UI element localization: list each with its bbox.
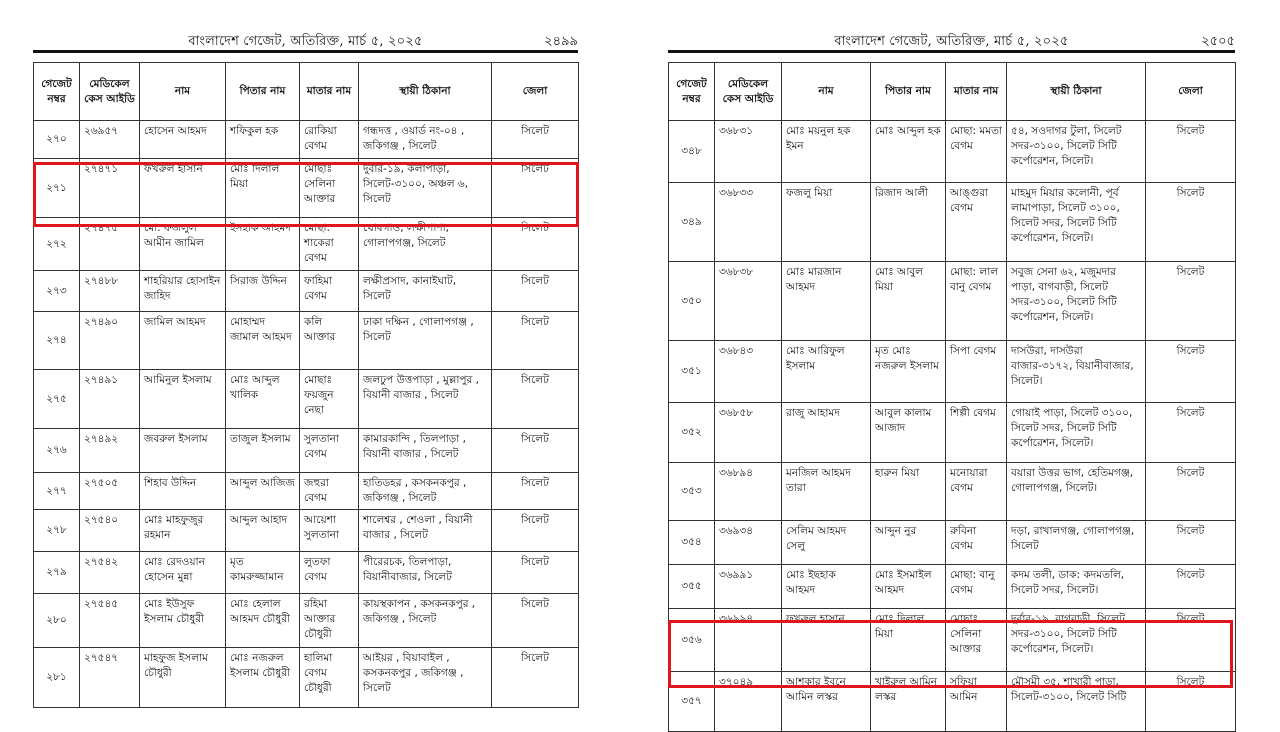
cell-district: সিলেট: [492, 159, 579, 218]
gazette-table: [33, 62, 579, 708]
cell-gazette-number: ৩৫৪: [669, 521, 715, 565]
cell-mother-name: মোছাঃ সেলিনা আক্তার: [946, 609, 1007, 672]
cell-gazette-number: ২৭৮: [34, 510, 80, 552]
header-rule: [33, 50, 578, 53]
gazette-page-left: [33, 0, 578, 708]
page-number: ২৫০৫: [1201, 34, 1235, 49]
col-header-gazette: গেজেট নম্বর: [34, 63, 80, 121]
col-header-name: নাম: [782, 63, 871, 121]
cell-name: শিহাব উদ্দিন: [140, 473, 226, 510]
cell-father-name: মোঃ আবুল মিয়া: [871, 262, 946, 341]
cell-gazette-number: ৩৫৬: [669, 609, 715, 672]
cell-mother-name: মোছা: শাকেরা বেগম: [300, 218, 359, 271]
cell-district: সিলেট: [492, 312, 579, 370]
col-header-father: পিতার নাম: [226, 63, 300, 121]
cell-father-name: মৃত মোঃ নজরুল ইসলাম: [871, 341, 946, 403]
cell-case-id: ২৭৫৪৭: [80, 648, 140, 708]
cell-name: মনজিল আহমদ তারা: [782, 463, 871, 521]
cell-gazette-number: ৩৫২: [669, 403, 715, 463]
cell-name: ফজলু মিয়া: [782, 183, 871, 262]
cell-district: সিলেট: [492, 429, 579, 473]
cell-district: সিলেট: [1146, 262, 1236, 341]
cell-case-id: ৩৬৯৯১: [715, 565, 782, 609]
cell-mother-name: আঙ্গুরা বেগম: [946, 183, 1007, 262]
cell-father-name: মোঃ দিলাল মিয়া: [226, 159, 300, 218]
cell-gazette-number: ২৭৭: [34, 473, 80, 510]
cell-address: কায়স্থকাপন , কসকনকপুর , জকিগঞ্জ , সিলেট: [359, 594, 492, 648]
cell-father-name: আব্দুল আহাদ: [226, 510, 300, 552]
cell-father-name: সিরাজ উদ্দিন: [226, 271, 300, 312]
cell-father-name: মোঃ আব্দুল খালিক: [226, 370, 300, 429]
cell-father-name: রিজাদ আলী: [871, 183, 946, 262]
cell-address: ঘোষগাও, লক্ষীপাশা, গোলাপগঞ্জ, সিলেট: [359, 218, 492, 271]
cell-gazette-number: ২৭১: [34, 159, 80, 218]
cell-district: সিলেট: [492, 370, 579, 429]
cell-gazette-number: ২৭২: [34, 218, 80, 271]
cell-address: বয়ারা উত্তর ভাগ, হেতিমগঞ্জ, গোলাপগঞ্জ, সিলেট।: [1007, 463, 1146, 521]
cell-address: মাহমুদ মিয়ার কলোনী, পূর্ব লামাপাড়া, সিলেট ৩১০০, সিলেট সদর, সিলেট সিটি কর্পোরেশন, সিলেট।: [1007, 183, 1146, 262]
col-header-name: নাম: [140, 63, 226, 121]
table-row: [669, 521, 1236, 565]
page-header-title: বাংলাদেশ গেজেট, অতিরিক্ত, মার্চ ৫, ২০২৫: [188, 34, 423, 49]
cell-address: মৌসুমী ৩৫, শাখারী পাড়া, সিলেট-৩১০০, সিলেট সিটি: [1007, 672, 1146, 732]
cell-case-id: ২৭৫৪২: [80, 552, 140, 594]
cell-address: দড়া, রাখালগঞ্জ, গোলাপগঞ্জ, সিলেট: [1007, 521, 1146, 565]
cell-district: সিলেট: [492, 218, 579, 271]
cell-mother-name: সুলতানা বেগম: [300, 429, 359, 473]
table-row: [34, 370, 579, 429]
cell-father-name: আব্দুন নুর: [871, 521, 946, 565]
cell-mother-name: মোছা: বানু বেগম: [946, 565, 1007, 609]
cell-case-id: ২৭৪৯২: [80, 429, 140, 473]
table-row: [34, 510, 579, 552]
cell-gazette-number: ২৭৪: [34, 312, 80, 370]
header-rule: [668, 50, 1235, 53]
cell-address: সবুজ সেনা ৬২, মজুমদার পাড়া, বাগবাড়ী, সিলেট সদর-৩১০০, সিলেট সিটি কর্পোরেশন, সিলেট।: [1007, 262, 1146, 341]
cell-address: হাতিডহর , কসকনকপুর , জকিগঞ্জ , সিলেট: [359, 473, 492, 510]
table-row: [34, 121, 579, 159]
cell-district: সিলেট: [1146, 463, 1236, 521]
cell-gazette-number: ৩৪৮: [669, 121, 715, 183]
cell-father-name: তাজুল ইসলাম: [226, 429, 300, 473]
page-number: ২৪৯৯: [544, 34, 578, 49]
cell-father-name: আবুল কালাম আজাদ: [871, 403, 946, 463]
cell-gazette-number: ৩৫১: [669, 341, 715, 403]
col-header-father: পিতার নাম: [871, 63, 946, 121]
col-header-mother: মাতার নাম: [300, 63, 359, 121]
col-header-district: জেলা: [492, 63, 579, 121]
cell-address: ৫৪, সওদাগর টুলা, সিলেট সদর-৩১০০, সিলেট সিটি কর্পোরেশন, সিলেট।: [1007, 121, 1146, 183]
cell-mother-name: মোছা: মমতা বেগম: [946, 121, 1007, 183]
table-row: [34, 648, 579, 708]
cell-name: রাজু আহামদ: [782, 403, 871, 463]
cell-father-name: খাইরুল আমিন লস্কর: [871, 672, 946, 732]
cell-case-id: ৩৬৮৩৩: [715, 183, 782, 262]
cell-gazette-number: ২৭৬: [34, 429, 80, 473]
cell-gazette-number: ৩৫৫: [669, 565, 715, 609]
cell-name: মো: ফজলুল আমীন জামিল: [140, 218, 226, 271]
table-row: [669, 183, 1236, 262]
cell-district: সিলেট: [1146, 121, 1236, 183]
table-row: [34, 271, 579, 312]
cell-gazette-number: ২৭০: [34, 121, 80, 159]
cell-father-name: শফিকুল হক: [226, 121, 300, 159]
cell-case-id: ২৭৪৭৫: [80, 218, 140, 271]
cell-district: সিলেট: [1146, 609, 1236, 672]
cell-case-id: ২৭৪৯১: [80, 370, 140, 429]
cell-name: মোঃ আরিফুল ইসলাম: [782, 341, 871, 403]
cell-address: জলঢুপ উত্তপাড়া , মুল্লাপুর , বিয়ানী বাজার , সিলেট: [359, 370, 492, 429]
cell-address: দুর্বার-১৯, কলাপাড়া, সিলেট-৩১০০, অঞ্চল ৬, সিলেট: [359, 159, 492, 218]
cell-case-id: ৩৬৮৩১: [715, 121, 782, 183]
cell-case-id: ২৭৫০৫: [80, 473, 140, 510]
table-header-row: [669, 63, 1236, 121]
cell-mother-name: মোছা: লাল বানু বেগম: [946, 262, 1007, 341]
table-row: [669, 565, 1236, 609]
cell-address: ঢাকা দক্ষিন , গোলাপগঞ্জ , সিলেট: [359, 312, 492, 370]
table-row: [669, 403, 1236, 463]
cell-mother-name: মোছাঃ সেলিনা আক্তার: [300, 159, 359, 218]
table-row: [34, 552, 579, 594]
cell-case-id: ২৬৯৫৭: [80, 121, 140, 159]
cell-name: আশকার ইবনে আমিন লস্কর: [782, 672, 871, 732]
cell-father-name: মৃত কামরুজ্জামান: [226, 552, 300, 594]
cell-mother-name: শিল্পী বেগম: [946, 403, 1007, 463]
cell-address: দাসউরা, দাসউরা বাজার-৩১৭২, বিয়ানীবাজার, সিলেট।: [1007, 341, 1146, 403]
cell-district: সিলেট: [1146, 403, 1236, 463]
cell-case-id: ৩৬৮৪৩: [715, 341, 782, 403]
cell-name: মোঃ মাহফুজুর রহমান: [140, 510, 226, 552]
table-row: [34, 473, 579, 510]
cell-name: মোঃ মারজান আহমদ: [782, 262, 871, 341]
cell-father-name: মোঃ আব্দুল হক: [871, 121, 946, 183]
cell-name: মোঃ ইউসুফ ইসলাম চৌধুরী: [140, 594, 226, 648]
cell-case-id: ২৭৪৭১: [80, 159, 140, 218]
cell-gazette-number: ২৭৫: [34, 370, 80, 429]
cell-gazette-number: ৩৫০: [669, 262, 715, 341]
cell-case-id: ৩৬৮৯৪: [715, 463, 782, 521]
gazette-page-right: [668, 0, 1235, 732]
cell-address: আইয়র , বিয়াবাইল , কসকনকপুর , জকিগঞ্জ , সিলেট: [359, 648, 492, 708]
cell-mother-name: রুবিনা বেগম: [946, 521, 1007, 565]
cell-case-id: ৩৬৯৯৪: [715, 609, 782, 672]
cell-father-name: হারুন মিয়া: [871, 463, 946, 521]
cell-district: সিলেট: [1146, 183, 1236, 262]
table-row: [669, 121, 1236, 183]
cell-mother-name: সিপা বেগম: [946, 341, 1007, 403]
cell-case-id: ৩৬৮৫৮: [715, 403, 782, 463]
cell-district: সিলেট: [492, 271, 579, 312]
page-header-title: বাংলাদেশ গেজেট, অতিরিক্ত, মার্চ ৫, ২০২৫: [834, 34, 1069, 49]
cell-mother-name: সুফিয়া আমিন: [946, 672, 1007, 732]
cell-mother-name: আয়েশা সুলতানা: [300, 510, 359, 552]
cell-name: হোসেন আহমদ: [140, 121, 226, 159]
cell-address: দুর্বার-১৯, বাগবাড়ী, সিলেট সদর-৩১০০, সিলেট সিটি কর্পোরেশন, সিলেট।: [1007, 609, 1146, 672]
cell-name: মোঃ রেদওয়ান হোসেন মুন্না: [140, 552, 226, 594]
cell-gazette-number: ২৭৯: [34, 552, 80, 594]
cell-father-name: মোহাম্মদ জামাল আহমদ: [226, 312, 300, 370]
cell-name: মাহফুজ ইসলাম চৌধুরী: [140, 648, 226, 708]
page-header: [33, 0, 578, 52]
table-row: [34, 159, 579, 218]
cell-father-name: ইসহাক আহমদ: [226, 218, 300, 271]
cell-mother-name: রহিমা আক্তার চৌধুরী: [300, 594, 359, 648]
cell-district: সিলেট: [1146, 341, 1236, 403]
table-row: [34, 218, 579, 271]
cell-name: আমিনুল ইসলাম: [140, 370, 226, 429]
cell-gazette-number: ৩৪৯: [669, 183, 715, 262]
cell-mother-name: কলি আক্তার: [300, 312, 359, 370]
cell-address: গন্ধদত্ত , ওয়ার্ড নং-০৪ , জকিগঞ্জ , সিলেট: [359, 121, 492, 159]
cell-name: জামিল আহমদ: [140, 312, 226, 370]
cell-district: সিলেট: [492, 594, 579, 648]
col-header-gazette: গেজেট নম্বর: [669, 63, 715, 121]
cell-address: কামারকান্দি , তিলপাড়া , বিয়ানী বাজার , সিলেট: [359, 429, 492, 473]
cell-district: সিলেট: [492, 121, 579, 159]
cell-father-name: মোঃ ইসমাইল আহমদ: [871, 565, 946, 609]
cell-name: ফখরুল হাসান: [140, 159, 226, 218]
cell-name: মোঃ ময়নুল হক ইমন: [782, 121, 871, 183]
cell-mother-name: জহুরা বেগম: [300, 473, 359, 510]
cell-father-name: মোঃ হেলাল আহমদ চৌধুরী: [226, 594, 300, 648]
cell-district: সিলেট: [492, 648, 579, 708]
col-header-address: স্থায়ী ঠিকানা: [359, 63, 492, 121]
cell-father-name: মোঃ দিলাল মিয়া: [871, 609, 946, 672]
cell-case-id: ২৭৪৯০: [80, 312, 140, 370]
cell-gazette-number: ৩৫৭: [669, 672, 715, 732]
cell-gazette-number: ২৮০: [34, 594, 80, 648]
cell-address: কদম তলী, ডাক: কদমতলি, সিলেট সদর, সিলেট।: [1007, 565, 1146, 609]
col-header-mother: মাতার নাম: [946, 63, 1007, 121]
cell-name: শাহরিয়ার হোসাইন জাহিদ: [140, 271, 226, 312]
cell-mother-name: মনোয়ারা বেগম: [946, 463, 1007, 521]
cell-gazette-number: ২৮১: [34, 648, 80, 708]
cell-mother-name: ফাহিমা বেগম: [300, 271, 359, 312]
cell-district: সিলেট: [492, 510, 579, 552]
gazette-table: [668, 62, 1236, 732]
table-header-row: [34, 63, 579, 121]
table-row: [34, 594, 579, 648]
cell-district: সিলেট: [492, 552, 579, 594]
cell-name: সেলিম আহমদ সেলু: [782, 521, 871, 565]
cell-address: পীরেরচক, তিলপাড়া, বিয়ানীবাজার, সিলেট: [359, 552, 492, 594]
cell-name: জবরুল ইসলাম: [140, 429, 226, 473]
cell-district: সিলেট: [1146, 521, 1236, 565]
cell-case-id: ২৭৪৮৮: [80, 271, 140, 312]
col-header-case-id: মেডিকেল কেস আইডি: [715, 63, 782, 121]
cell-address: গোয়াই পাড়া, সিলেট ৩১০০, সিলেট সদর, সিলেট সিটি কর্পোরেশন, সিলেট।: [1007, 403, 1146, 463]
cell-father-name: আব্দুল আজিজ: [226, 473, 300, 510]
cell-mother-name: লুতফা বেগম: [300, 552, 359, 594]
cell-mother-name: রোকিয়া বেগম: [300, 121, 359, 159]
cell-district: সিলেট: [1146, 672, 1236, 732]
cell-address: শালেশ্বর , শেওলা , বিয়ানী বাজার , সিলেট: [359, 510, 492, 552]
cell-district: সিলেট: [1146, 565, 1236, 609]
table-row: [669, 262, 1236, 341]
page-header: [668, 0, 1235, 52]
table-row: [669, 609, 1236, 672]
cell-case-id: ৩৬৯৩৪: [715, 521, 782, 565]
table-row: [669, 672, 1236, 732]
cell-name: ফখরুল হাসান: [782, 609, 871, 672]
cell-mother-name: হালিমা বেগম চৌধুরী: [300, 648, 359, 708]
cell-name: মোঃ ইছহাক আহমদ: [782, 565, 871, 609]
cell-gazette-number: ৩৫৩: [669, 463, 715, 521]
table-row: [669, 341, 1236, 403]
col-header-address: স্থায়ী ঠিকানা: [1007, 63, 1146, 121]
cell-district: সিলেট: [492, 473, 579, 510]
cell-case-id: ৩৬৮৩৮: [715, 262, 782, 341]
cell-address: লক্ষীপ্রসাদ, কানাইঘাট, সিলেট: [359, 271, 492, 312]
table-row: [34, 312, 579, 370]
cell-gazette-number: ২৭৩: [34, 271, 80, 312]
col-header-case-id: মেডিকেল কেস আইডি: [80, 63, 140, 121]
cell-case-id: ২৭৫৪০: [80, 510, 140, 552]
cell-mother-name: মোছাঃ ফয়জুন নেছা: [300, 370, 359, 429]
table-row: [669, 463, 1236, 521]
table-row: [34, 429, 579, 473]
cell-case-id: ৩৭০৪৯: [715, 672, 782, 732]
cell-father-name: মোঃ নজরুল ইসলাম চৌধুরী: [226, 648, 300, 708]
col-header-district: জেলা: [1146, 63, 1236, 121]
cell-case-id: ২৭৫৪৫: [80, 594, 140, 648]
